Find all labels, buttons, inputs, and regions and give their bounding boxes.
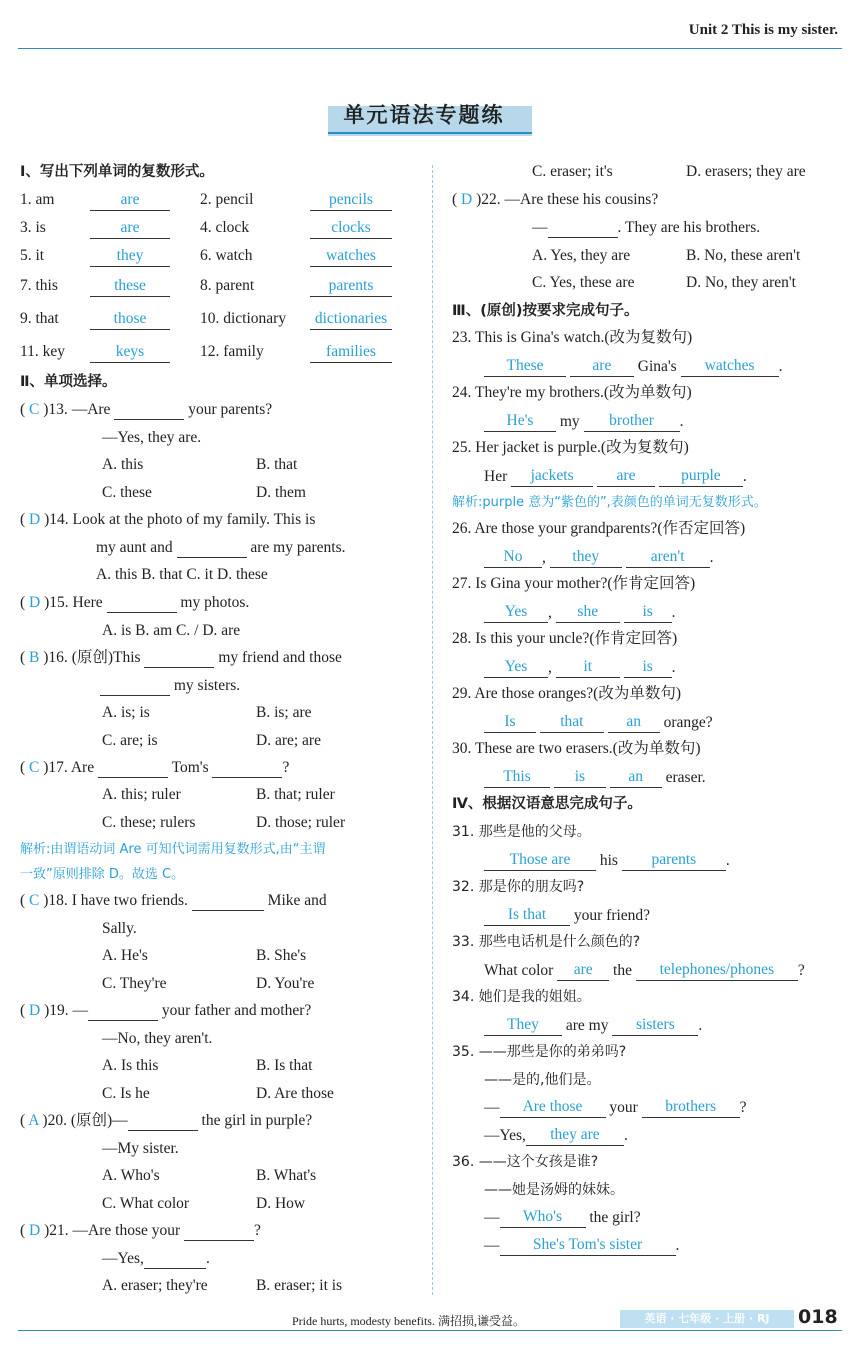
- explanation-note: 一致”原则排除 D。故选 C。: [20, 867, 185, 882]
- question-36-line-2: ——她是汤姆的妹妹。: [484, 1182, 624, 1198]
- answer-blank: these: [90, 276, 170, 297]
- stem: my photos.: [180, 594, 250, 611]
- question-27: 27. Is Gina your mother?(作肯定回答): [452, 575, 696, 592]
- answer-blank: it: [556, 657, 620, 678]
- word: 9. that: [20, 310, 59, 327]
- option-a: A. eraser; they're: [102, 1277, 208, 1294]
- answer-blank: No: [484, 547, 542, 568]
- answer-blank: aren't: [626, 547, 710, 568]
- answer-blank: Those are: [484, 850, 596, 871]
- word: 10. dictionary: [200, 310, 287, 327]
- answer-letter: C: [29, 892, 40, 909]
- title-text: 单元语法专题练: [343, 103, 505, 127]
- stem: ?: [254, 1222, 261, 1239]
- option-b: B. No, these aren't: [686, 247, 801, 264]
- blank: [128, 1130, 198, 1131]
- answer-blank: Who's: [500, 1207, 586, 1228]
- answer-blank: Yes: [484, 602, 548, 623]
- blank: [107, 612, 177, 613]
- answer-line: [484, 767, 706, 788]
- word: 5. it: [20, 247, 45, 264]
- option-c: C. What color: [102, 1195, 190, 1212]
- answer-line: [484, 712, 713, 733]
- text: .: [778, 358, 783, 375]
- answer-blank: He's: [484, 411, 556, 432]
- text: .: [725, 852, 730, 869]
- answer-line: [484, 1097, 747, 1118]
- text: .: [675, 1237, 680, 1254]
- answer-blank: keys: [90, 342, 170, 363]
- text: your: [609, 1099, 638, 1116]
- section-1-title: Ⅰ、写出下列单词的复数形式。: [20, 164, 214, 180]
- option-d: D. No, they aren't: [686, 274, 796, 291]
- text: Her: [484, 468, 508, 485]
- stem: (原创)This: [71, 649, 141, 666]
- answer-letter: B: [29, 649, 40, 666]
- answer-blank: are: [557, 960, 609, 981]
- running-header: Unit 2 This is my sister.: [688, 22, 838, 38]
- stem: the girl in purple?: [201, 1112, 313, 1129]
- answer-letter: D: [29, 1222, 41, 1239]
- answer-blank: are: [597, 466, 655, 487]
- reply: — . They are his brothers.: [532, 219, 761, 236]
- word: 11. key: [20, 343, 66, 360]
- question-number: )14.: [44, 511, 69, 528]
- option-c: C. are; is: [102, 732, 158, 749]
- stem: —Are these his cousins?: [504, 191, 659, 208]
- answer-line: [484, 1125, 628, 1146]
- blank: [548, 237, 618, 238]
- stem-line-2: [96, 538, 346, 558]
- question-33: 33. 那些电话机是什么颜色的?: [452, 934, 641, 950]
- option-d: D. those; ruler: [256, 814, 346, 831]
- answer-letter: D: [29, 594, 41, 611]
- stem: my friend and those: [218, 649, 342, 666]
- text: —: [484, 1099, 500, 1116]
- option-d: D. are; are: [256, 732, 321, 749]
- stem: —: [72, 1002, 89, 1019]
- answer-blank: watches: [310, 246, 392, 267]
- question-number: )17.: [43, 759, 68, 776]
- option-b: B. What's: [256, 1167, 317, 1184]
- text: my: [559, 413, 580, 430]
- stem: .: [205, 1250, 210, 1267]
- text: .: [709, 549, 714, 566]
- answer-blank: brothers: [642, 1097, 740, 1118]
- question-35-line-2: ——是的,他们是。: [484, 1072, 601, 1088]
- blank: [144, 667, 214, 668]
- answer-blank: purple: [659, 466, 743, 487]
- option-d: D. You're: [256, 975, 315, 992]
- stem: I have two friends.: [71, 892, 188, 909]
- question-34: 34. 她们是我的姐姐。: [452, 989, 591, 1005]
- text: What color: [484, 962, 554, 979]
- answer-letter: C: [29, 759, 40, 776]
- explanation-note: 解析:由谓语动词 Are 可知代词需用复数形式,由“主谓: [20, 842, 326, 857]
- footer-rule: [18, 1330, 842, 1331]
- header-rule: [18, 48, 842, 49]
- question-number: )18.: [43, 892, 68, 909]
- answer-letter: A: [28, 1112, 39, 1129]
- footer-proverb: Pride hurts, modesty benefits. 满招损,谦受益。: [292, 1314, 525, 1328]
- question-32: 32. 那是你的朋友吗?: [452, 879, 585, 895]
- stem: my aunt and: [96, 539, 173, 556]
- question-19: ( D )19. — your father and mother?: [20, 1002, 312, 1019]
- column-divider: [432, 165, 433, 1295]
- answer-blank: that: [540, 712, 604, 733]
- option-a: A. He's: [102, 947, 148, 964]
- option-b: B. that; ruler: [256, 786, 335, 803]
- blank: [212, 777, 282, 778]
- blank: [184, 1240, 254, 1241]
- reply: —No, they aren't.: [102, 1030, 213, 1047]
- answer-blank: is: [624, 602, 672, 623]
- blank: [98, 777, 168, 778]
- answer-line: [484, 960, 805, 981]
- text: ?: [797, 962, 805, 979]
- question-26: 26. Are those your grandparents?(作否定回答): [452, 520, 746, 537]
- question-25: 25. Her jacket is purple.(改为复数句): [452, 439, 689, 456]
- options: A. is B. am C. / D. are: [102, 622, 241, 639]
- answer-blank: an: [610, 767, 662, 788]
- answer-line: [484, 466, 747, 487]
- answer-line: No , they aren't .: [484, 547, 714, 568]
- stem: my sisters.: [173, 677, 241, 694]
- word: 4. clock: [200, 219, 250, 236]
- stem: your father and mother?: [161, 1002, 312, 1019]
- option-d: D. erasers; they are: [686, 163, 806, 180]
- stem: your parents?: [188, 401, 273, 418]
- section-4-title: Ⅳ、根据汉语意思完成句子。: [452, 796, 642, 812]
- text: orange?: [663, 714, 713, 731]
- answer-blank: sisters: [612, 1015, 698, 1036]
- stem: Mike and: [267, 892, 327, 909]
- answer-line: [484, 850, 730, 871]
- question-28: 28. Is this your uncle?(作肯定回答): [452, 630, 678, 647]
- answer-blank: pencils: [310, 190, 392, 211]
- stem-line-2: Sally.: [102, 920, 137, 937]
- answer-blank: dictionaries: [310, 309, 392, 330]
- reply: —My sister.: [102, 1140, 179, 1157]
- question-29: 29. Are those oranges?(改为单数句): [452, 685, 682, 702]
- word: 1. am: [20, 191, 55, 208]
- question-number: )22.: [476, 191, 501, 208]
- text: the girl?: [589, 1209, 641, 1226]
- stem: Tom's: [171, 759, 209, 776]
- word: 7. this: [20, 277, 58, 294]
- answer-blank: they: [90, 246, 170, 267]
- answer-blank: jackets: [511, 466, 593, 487]
- question-21: ( D )21. —Are those your ?: [20, 1222, 261, 1239]
- stem: . They are his brothers.: [617, 219, 761, 236]
- word: 12. family: [200, 343, 264, 360]
- answer-line: [484, 1015, 702, 1036]
- word: 8. parent: [200, 277, 255, 294]
- answer-blank: those: [90, 309, 170, 330]
- stem-line-2: [100, 676, 240, 696]
- answer-blank: they are: [526, 1125, 624, 1146]
- blank: [100, 695, 170, 696]
- text: .: [623, 1127, 628, 1144]
- option-c: C. Is he: [102, 1085, 150, 1102]
- question-30: 30. These are two erasers.(改为单数句): [452, 740, 701, 757]
- word: 3. is: [20, 219, 46, 236]
- text: .: [742, 468, 747, 485]
- question-16: ( B )16. (原创)This my friend and those: [20, 649, 342, 666]
- reply: [102, 1249, 210, 1269]
- question-36: 36. ——这个女孩是谁?: [452, 1154, 599, 1170]
- text: eraser.: [665, 769, 706, 786]
- question-22: ( D )22. —Are these his cousins?: [452, 191, 659, 208]
- page-title: [322, 100, 536, 136]
- text: his: [599, 852, 618, 869]
- stem: Are: [70, 759, 95, 776]
- answer-blank: watches: [681, 356, 779, 377]
- stem: —Are: [71, 401, 111, 418]
- word: 2. pencil: [200, 191, 254, 208]
- answer-letter: C: [29, 401, 40, 418]
- answer-blank: an: [608, 712, 660, 733]
- question-number: )16.: [43, 649, 68, 666]
- question-number: )20.: [42, 1112, 67, 1129]
- question-15: ( D )15. Here my photos.: [20, 594, 250, 611]
- text: —: [484, 1237, 500, 1254]
- question-number: )13.: [43, 401, 68, 418]
- page-number: 018: [798, 1306, 838, 1328]
- option-b: B. eraser; it is: [256, 1277, 343, 1294]
- option-d: D. them: [256, 484, 306, 501]
- text: .: [698, 1017, 703, 1034]
- question-number: )21.: [44, 1222, 69, 1239]
- answer-blank: Yes: [484, 657, 548, 678]
- answer-blank: parents: [310, 276, 392, 297]
- text: .: [679, 413, 684, 430]
- answer-blank: Are those: [500, 1097, 606, 1118]
- answer-blank: are: [570, 356, 634, 377]
- question-18: ( C )18. I have two friends. Mike and: [20, 892, 327, 909]
- option-a: A. this; ruler: [102, 786, 181, 803]
- option-a: A. Yes, they are: [532, 247, 631, 264]
- question-number: )15.: [44, 594, 69, 611]
- answer-letter: D: [461, 191, 473, 208]
- stem: (原创)—: [70, 1112, 128, 1129]
- answer-blank: They: [484, 1015, 562, 1036]
- section-2-title: Ⅱ、单项选择。: [20, 374, 117, 390]
- answer-line: [484, 356, 782, 377]
- option-c: C. eraser; it's: [532, 163, 613, 180]
- answer-blank: Is: [484, 712, 536, 733]
- answer-letter: D: [29, 1002, 41, 1019]
- text: ?: [739, 1099, 747, 1116]
- stem: —Are those your: [72, 1222, 181, 1239]
- footer-badge: 英语 · 七年级 · 上册 · RJ: [620, 1310, 794, 1328]
- answer-blank: are: [90, 190, 170, 211]
- stem: —Yes,: [102, 1250, 144, 1267]
- option-a: A. Who's: [102, 1167, 160, 1184]
- stem: ?: [282, 759, 290, 776]
- text: —: [484, 1209, 500, 1226]
- answer-letter: D: [29, 511, 41, 528]
- option-a: A. is; is: [102, 704, 150, 721]
- answer-blank: This: [484, 767, 550, 788]
- text: —Yes,: [484, 1127, 526, 1144]
- question-14: ( D )14. Look at the photo of my family. This is: [20, 511, 316, 528]
- question-13: ( C )13. —Are your parents?: [20, 401, 273, 418]
- option-d: D. How: [256, 1195, 306, 1212]
- title-underline: [328, 132, 532, 134]
- explanation-note: 解析:purple 意为“紫色的”,表颜色的单词无复数形式。: [452, 495, 767, 510]
- option-a: A. this: [102, 456, 144, 473]
- answer-line: [484, 1235, 679, 1256]
- text: .: [671, 659, 676, 676]
- option-b: B. is; are: [256, 704, 312, 721]
- answer-line: [484, 1207, 641, 1228]
- option-b: B. She's: [256, 947, 307, 964]
- text: .: [671, 604, 676, 621]
- section-3-title: Ⅲ、(原创)按要求完成句子。: [452, 303, 639, 319]
- answer-blank: clocks: [310, 218, 392, 239]
- blank: [177, 557, 247, 558]
- text: the: [613, 962, 632, 979]
- option-d: D. Are those: [256, 1085, 334, 1102]
- answer-line: Yes , she is .: [484, 602, 676, 623]
- blank: [88, 1020, 158, 1021]
- option-a: A. Is this: [102, 1057, 159, 1074]
- answer-blank: She's Tom's sister: [500, 1235, 676, 1256]
- question-35: 35. ——那些是你的弟弟吗?: [452, 1044, 627, 1060]
- blank: [144, 1268, 206, 1269]
- option-b: B. Is that: [256, 1057, 313, 1074]
- question-17: ( C )17. Are Tom's ?: [20, 759, 290, 776]
- blank: [114, 419, 184, 420]
- question-number: )19.: [44, 1002, 69, 1019]
- answer-blank: Is that: [484, 905, 570, 926]
- blank: [192, 910, 264, 911]
- answer-line: [484, 411, 683, 432]
- plural-item-1: [20, 190, 54, 210]
- answer-blank: families: [310, 342, 392, 363]
- option-b: B. that: [256, 456, 298, 473]
- answer-blank: is: [624, 657, 672, 678]
- word: 6. watch: [200, 247, 253, 264]
- question-23: 23. This is Gina's watch.(改为复数句): [452, 329, 693, 346]
- answer-blank: are: [90, 218, 170, 239]
- answer-line: Yes , it is .: [484, 657, 676, 678]
- text: your friend?: [573, 907, 651, 924]
- option-c: C. They're: [102, 975, 167, 992]
- answer-blank: telephones/phones: [636, 960, 798, 981]
- question-31: 31. 那些是他的父母。: [452, 824, 591, 840]
- text: Gina's: [637, 358, 677, 375]
- options: A. this B. that C. it D. these: [96, 566, 268, 583]
- question-24: 24. They're my brothers.(改为单数句): [452, 384, 692, 401]
- reply: —Yes, they are.: [102, 429, 202, 446]
- stem: Here: [72, 594, 103, 611]
- answer-blank: is: [554, 767, 606, 788]
- answer-blank: she: [556, 602, 620, 623]
- stem: Look at the photo of my family. This is: [72, 511, 316, 528]
- question-20: ( A )20. (原创)— the girl in purple?: [20, 1112, 313, 1129]
- answer-blank: These: [484, 356, 566, 377]
- text: are my: [565, 1017, 609, 1034]
- answer-blank: brother: [584, 411, 680, 432]
- stem: are my parents.: [250, 539, 346, 556]
- answer-line: [484, 905, 650, 926]
- answer-blank: parents: [622, 850, 726, 871]
- answer-blank: they: [550, 547, 622, 568]
- option-c: C. these: [102, 484, 152, 501]
- option-c: C. Yes, these are: [532, 274, 635, 291]
- option-c: C. these; rulers: [102, 814, 196, 831]
